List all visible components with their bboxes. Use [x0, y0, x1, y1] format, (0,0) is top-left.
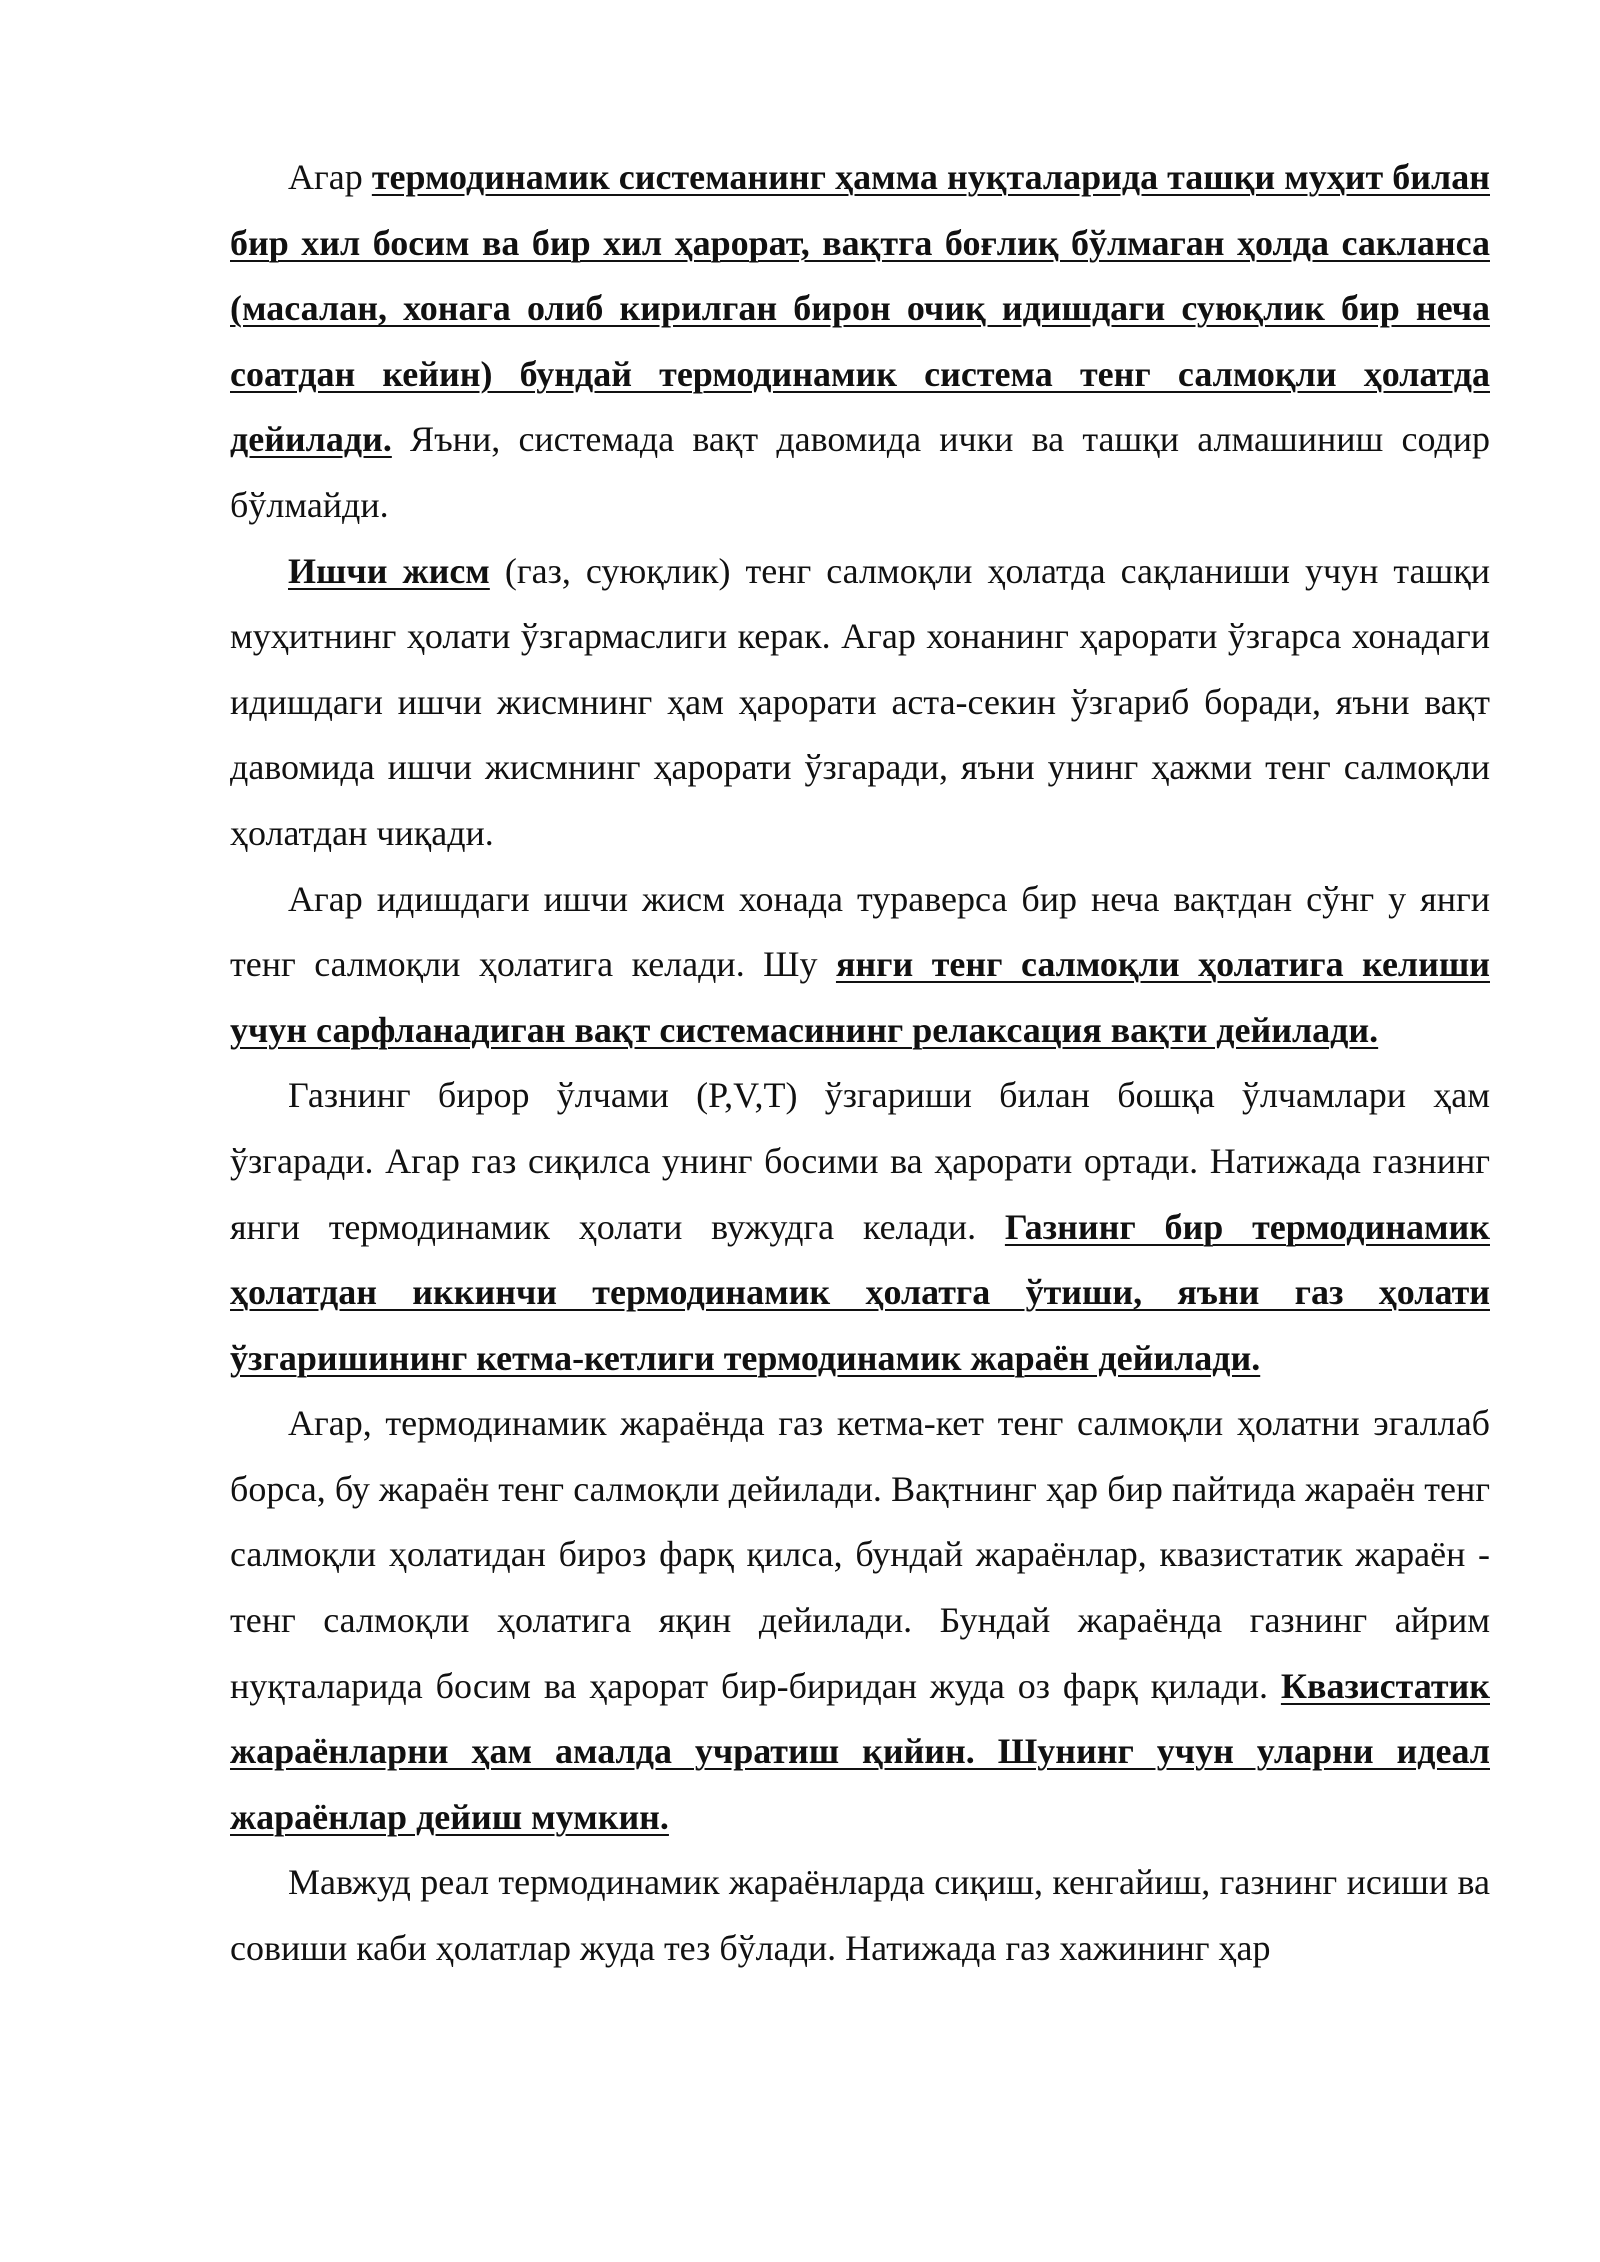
paragraph-equilibrium — [230, 145, 1490, 539]
definition-equilibrium-state: термодинамик системанинг ҳамма нуқталарида ташқи муҳит билан бир хил босим ва бир хил ҳарорат, вақтга боғлиқ бўлмаган ҳолда сакланса (масалан, хонага олиб кирилган бирон очиқ идишдаги суюқлик бир неча соатдан кейин) бундай термодинамик система тенг салмоқли ҳолатда дейилади. — [230, 157, 1490, 460]
paragraph-working-body — [230, 539, 1490, 867]
paragraph-text: Газнинг бирор ўлчами (P,V,T) ўзгариши билан бошқа ўлчамлари ҳам ўзгаради. Агар газ сиқилса унинг босими ва ҳарорати ортади. Натижада газнинг янги термодинамик ҳолати вужудга келади. — [230, 1075, 1490, 1247]
paragraph-text: Агар идишдаги ишчи жисм хонада тураверса бир неча вақтдан сўнг у янги тенг салмоқли ҳолатига келади. Шу — [230, 878, 1490, 985]
paragraph-relaxation — [230, 867, 1490, 1064]
paragraph-quasistatic — [230, 1391, 1490, 1850]
paragraph-text: Агар — [288, 157, 372, 197]
definition-quasistatic-process: Квазистатик жараёнларни ҳам амалда учратиш қийин. Шунинг учун уларни идеал жараёнлар дейиш мумкин. — [230, 1665, 1490, 1837]
paragraph-text: Агар, термодинамик жараёнда газ кетма-кет тенг салмоқли ҳолатни эгаллаб борса, бу жараён тенг салмоқли дейилади. Вақтнинг ҳар бир пайтида жараён тенг салмоқли ҳолатидан бироз фарқ қилса, бундай жараёнлар, квазистатик жараён - тенг салмоқли ҳолатига яқин дейилади. Бундай жараёнда газнинг айрим нуқталарида босим ва ҳарорат бир-биридан жуда оз фарқ қилади. — [230, 1403, 1490, 1706]
paragraph-text: Яъни, системада вақт давомида ички ва ташқи алмашиниш содир бўлмайди. — [230, 419, 1490, 525]
document-page — [230, 145, 1490, 1982]
paragraph-process — [230, 1063, 1490, 1391]
definition-thermodynamic-process: Газнинг бир термодинамик ҳолатдан иккинчи термодинамик ҳолатга ўтиши, яъни газ ҳолати ўзгаришининг кетма-кетлиги термодинамик жараён дейилади. — [230, 1206, 1490, 1378]
term-working-body: Ишчи жисм — [288, 550, 490, 591]
paragraph-text: (газ, суюқлик) тенг салмоқли ҳолатда сақланиши учун ташқи муҳитнинг ҳолати ўзгармаслиги керак. Агар хонанинг ҳарорати ўзгарса хонадаги идишдаги ишчи жисмнинг ҳам ҳарорати аста-секин ўзгариб боради, яъни вақт давомида ишчи жисмнинг ҳарорати ўзгаради, яъни унинг ҳажми тенг салмоқли ҳолатдан чиқади. — [230, 550, 1490, 853]
definition-relaxation-time: янги тенг салмоқли ҳолатига келиши учун сарфланадиган вақт системасининг релаксация вақти дейилади. — [230, 944, 1490, 1050]
paragraph-text: Мавжуд реал термодинамик жараёнларда сиқиш, кенгайиш, газнинг исиши ва совиши каби ҳолатлар жуда тез бўлади. Натижада газ хажининг ҳар — [230, 1862, 1490, 1969]
paragraph-real-processes — [230, 1850, 1490, 1981]
